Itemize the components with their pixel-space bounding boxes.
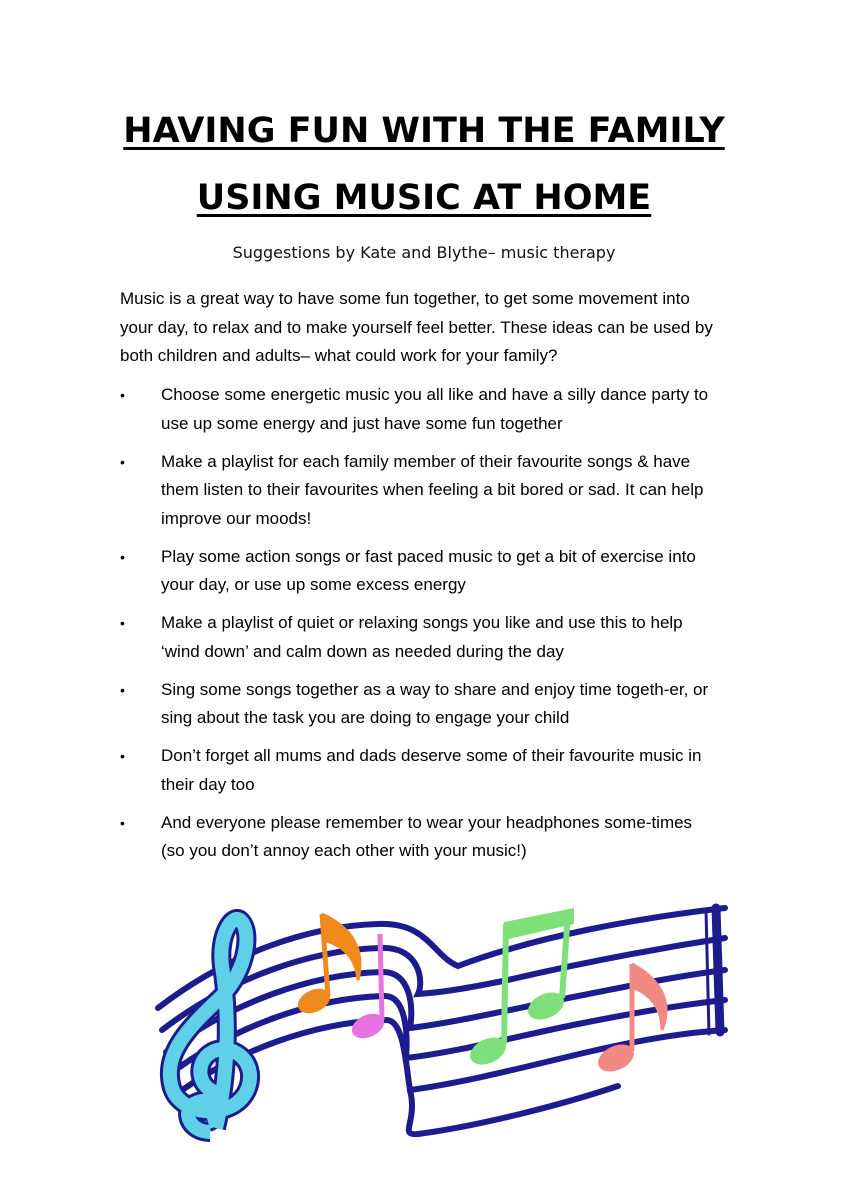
list-item bbox=[120, 543, 720, 600]
page-title-line-2: USING MUSIC AT HOME bbox=[196, 178, 652, 218]
intro-paragraph: Music is a great way to have some fun together, to get some movement into your day, to relax and to make yourself feel better. These ideas can be used by both children and adults– what could work for your family? bbox=[120, 289, 713, 365]
note-salmon-flag bbox=[632, 964, 666, 1030]
list-item-text: And everyone please remember to wear your headphones some-times (so you don’t annoy each other with your music!) bbox=[161, 812, 693, 860]
list-item bbox=[120, 448, 720, 534]
note-green-stem-1 bbox=[504, 924, 506, 1044]
page-title-line-1: HAVING FUN WITH THE FAMILY bbox=[123, 111, 725, 151]
staff-end-bar-thin bbox=[706, 910, 709, 1034]
list-item-text: Make a playlist of quiet or relaxing songs you like and use this to help ‘wind down’ and calm down as needed during the day bbox=[161, 613, 683, 661]
music-staff-notes-icon bbox=[118, 896, 730, 1142]
list-item bbox=[120, 742, 720, 799]
list-item-text: Don’t forget all mums and dads deserve some of their favourite music in their day too bbox=[161, 746, 702, 794]
list-item bbox=[120, 381, 720, 438]
staff-end-bar bbox=[716, 908, 720, 1032]
list-item-text: Make a playlist for each family member of their favourite songs & have them listen to their favourites when feeling a bit bored or sad. It can help improve our moods! bbox=[161, 451, 704, 528]
bullet-icon: • bbox=[120, 548, 125, 565]
list-item-text: Sing some songs together as a way to share and enjoy time togeth-er, or sing about the task you are doing to engage your child bbox=[161, 679, 709, 727]
bullet-icon: • bbox=[120, 681, 125, 698]
list-item-text: Play some action songs or fast paced music to get a bit of exercise into your day, or use up some excess energy bbox=[161, 546, 696, 594]
bullet-icon: • bbox=[120, 748, 125, 764]
bullet-icon: • bbox=[120, 814, 125, 831]
staff-curl bbox=[409, 1086, 618, 1134]
suggestion-list bbox=[120, 381, 720, 875]
note-pink-stem bbox=[380, 934, 382, 1020]
list-item bbox=[120, 676, 720, 733]
list-item bbox=[120, 809, 720, 866]
list-item bbox=[120, 609, 720, 666]
bullet-icon: • bbox=[120, 453, 125, 470]
bullet-icon: • bbox=[120, 387, 125, 403]
subtitle: Suggestions by Kate and Blythe– music therapy bbox=[232, 243, 616, 262]
list-item-text: Choose some energetic music you all like and have a silly dance party to use up some energy and just have some fun together bbox=[161, 385, 709, 433]
bullet-icon: • bbox=[120, 615, 125, 631]
